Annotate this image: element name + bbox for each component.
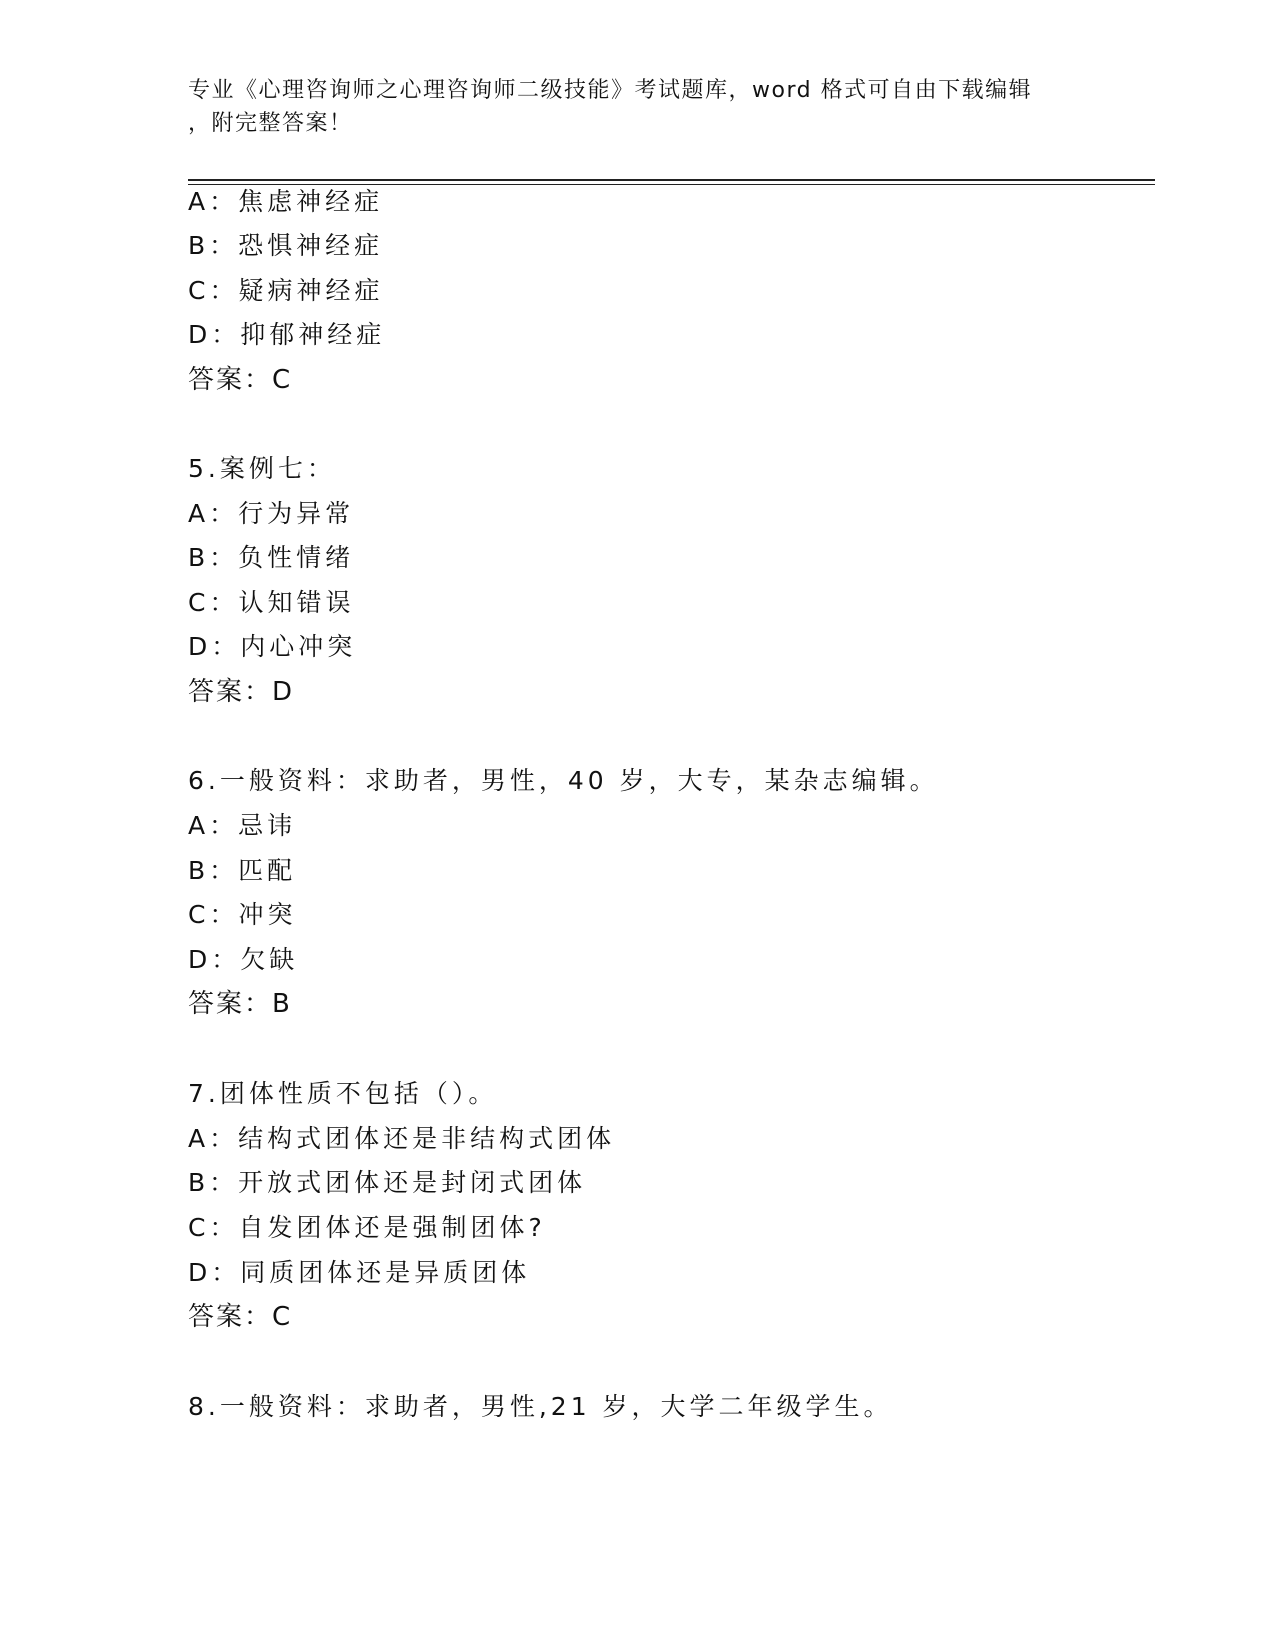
q4-option-d: D：抑郁神经症: [188, 320, 386, 349]
q5-question: 5.案例七：: [188, 454, 336, 483]
q8-question: 8.一般资料：求助者，男性,21 岁，大学二年级学生。: [188, 1392, 893, 1421]
q6-answer: 答案：B: [188, 989, 292, 1019]
q7-option-c: C：自发团体还是强制团体?: [188, 1213, 546, 1242]
q4-answer: 答案：C: [188, 365, 293, 395]
q7-option-b: B：开放式团体还是封闭式团体: [188, 1168, 587, 1197]
q7-option-d: D：同质团体还是异质团体: [188, 1258, 531, 1287]
header-divider-thick: [188, 179, 1155, 181]
q5-option-d: D：内心冲突: [188, 632, 357, 661]
q7-option-a: A：结构式团体还是非结构式团体: [188, 1124, 616, 1153]
header-line-2: ，附完整答案！: [188, 111, 353, 136]
q4-option-b: B：恐惧神经症: [188, 231, 384, 260]
q5-option-a: A：行为异常: [188, 499, 355, 528]
q5-option-b: B：负性情绪: [188, 543, 355, 572]
q6-option-d: D：欠缺: [188, 945, 299, 974]
q6-option-a: A：忌讳: [188, 811, 297, 840]
q4-option-a: A：焦虑神经症: [188, 187, 384, 216]
header-line-1: 专业《心理咨询师之心理咨询师二级技能》考试题库，word 格式可自由下载编辑: [188, 78, 1033, 103]
q4-option-c: C：疑病神经症: [188, 276, 384, 305]
document-header: [188, 74, 1088, 140]
q5-option-c: C：认知错误: [188, 588, 355, 617]
q5-answer: 答案：D: [188, 677, 295, 707]
q6-option-c: C：冲突: [188, 900, 297, 929]
q7-question: 7.团体性质不包括（）。: [188, 1079, 498, 1108]
q7-answer: 答案：C: [188, 1302, 293, 1332]
header-divider-thin: [188, 184, 1155, 185]
q6-question: 6.一般资料：求助者，男性，40 岁，大专，某杂志编辑。: [188, 766, 939, 795]
q6-option-b: B：匹配: [188, 856, 297, 885]
